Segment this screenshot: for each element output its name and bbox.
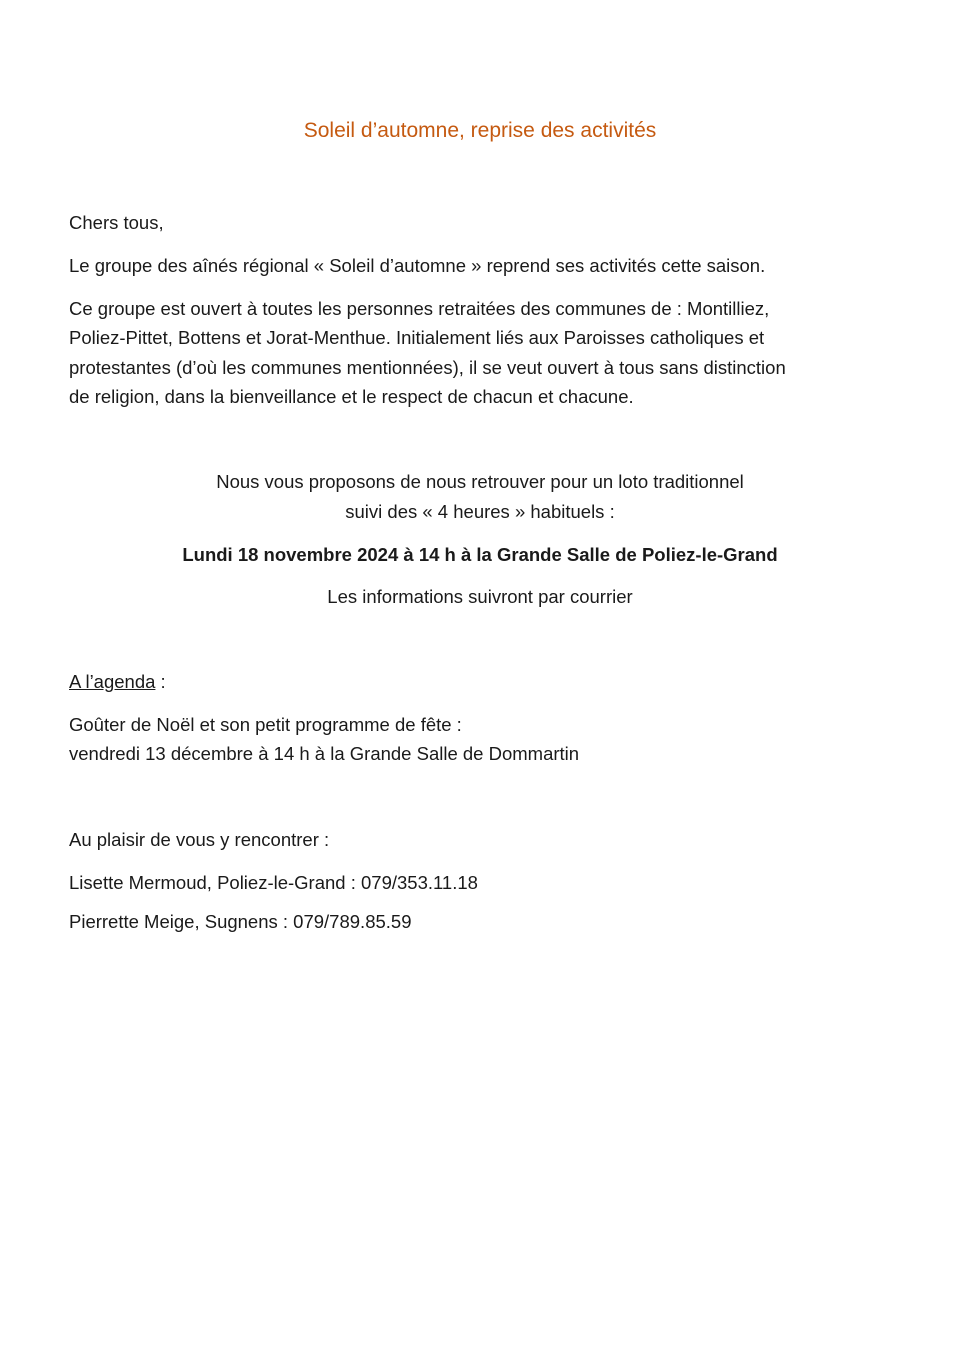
contact-line: Pierrette Meige, Sugnens : 079/789.85.59 [69,911,412,932]
agenda-line: vendredi 13 décembre à 14 h à la Grande Salle de Dommartin [69,743,580,764]
intro-paragraph: Le groupe des aînés régional « Soleil d’automne » reprend ses activités cette saison. [69,255,766,276]
description-line: Ce groupe est ouvert à toutes les personnes retraitées des communes de : Montilliez, [69,298,770,319]
description-line: protestantes (d’où les communes mentionnées), il se veut ouvert à tous sans distinction [69,357,786,378]
document-title: Soleil d’automne, reprise des activités [303,119,657,142]
event-announcement: Lundi 18 novembre 2024 à 14 h à la Grande Salle de Poliez-le-Grand [182,544,778,565]
agenda-line: Goûter de Noël et son petit programme de fête : [69,714,462,735]
proposal-line: suivi des « 4 heures » habituels : [345,501,615,522]
description-line: Poliez-Pittet, Bottens et Jorat-Menthue. Initialement liés aux Paroisses catholiques et [69,327,765,348]
agenda-heading [69,667,889,697]
greeting: Chers tous, [69,212,164,233]
info-note: Les informations suivront par courrier [327,586,633,607]
proposal-line: Nous vous proposons de nous retrouver pour un loto traditionnel [216,471,744,492]
closing-line: Au plaisir de vous y rencontrer : [69,829,330,850]
agenda-suffix: : [155,671,166,692]
agenda-label: A l’agenda [69,671,156,692]
description-line: de religion, dans la bienveillance et le respect de chacun et chacune. [69,386,634,407]
contact-line: Lisette Mermoud, Poliez-le-Grand : 079/353.11.18 [69,872,478,893]
